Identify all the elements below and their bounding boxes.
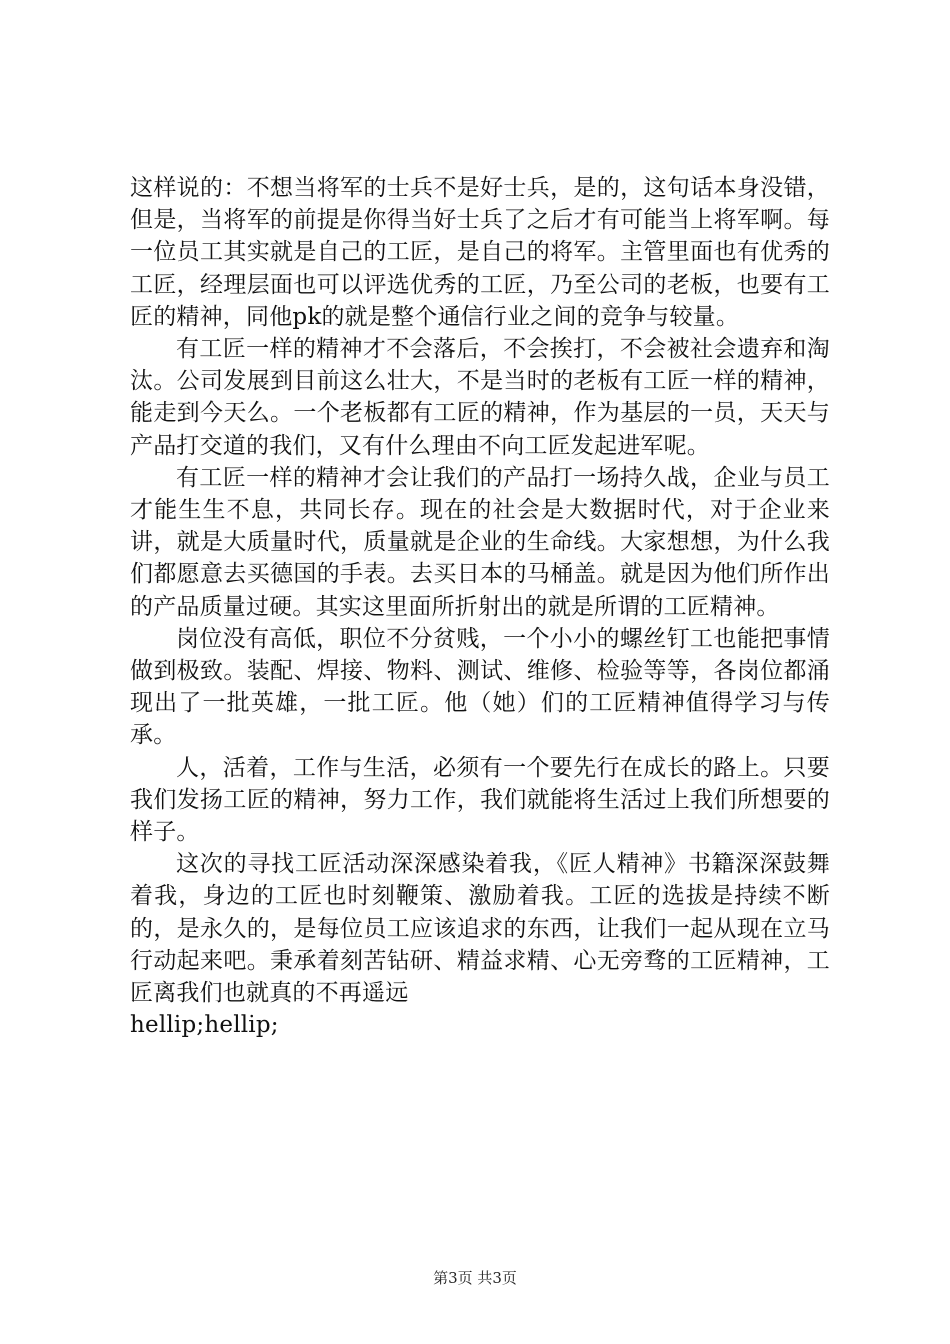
paragraph-4: 岗位没有高低，职位不分贫贱，一个小小的螺丝钉工也能把事情做到极致。装配、焊接、物料、测试、维修、检验等等，各岗位都涌现出了一批英雄，一批工匠。他（她）们的工匠精神值得学习与传承。 [130, 625, 830, 749]
paragraph-tail: hellip;hellip; [130, 1012, 279, 1039]
paragraph-1: 这样说的：不想当将军的士兵不是好士兵，是的，这句话本身没错，但是，当将军的前提是你得当好士兵了之后才有可能当上将军啊。每一位员工其实就是自己的工匠，是自己的将军。主管里面也有优秀的工匠，经理层面也可以评选优秀的工匠，乃至公司的老板，也要有工匠的精神，同他pk的就是整个通信行业之间的竞争与较量。 [130, 175, 830, 330]
page-footer: 第3页 共3页 [433, 1269, 517, 1287]
paragraph-5: 人，活着，工作与生活，必须有一个要先行在成长的路上。只要我们发扬工匠的精神，努力工作，我们就能将生活过上我们所想要的样子。 [130, 754, 830, 846]
paragraph-6: 这次的寻找工匠活动深深感染着我，《匠人精神》书籍深深鼓舞着我，身边的工匠也时刻鞭策、激励着我。工匠的选拔是持续不断的，是永久的，是每位员工应该追求的东西，让我们一起从现在立马行动起来吧。秉承着刻苦钻研、精益求精、心无旁骛的工匠精神，工匠离我们也就真的不再遥远 [130, 851, 830, 1007]
paragraph-3: 有工匠一样的精神才会让我们的产品打一场持久战，企业与员工才能生生不息，共同长存。现在的社会是大数据时代，对于企业来讲，就是大质量时代，质量就是企业的生命线。大家想想，为什么我们都愿意去买德国的手表。去买日本的马桶盖。就是因为他们所作出的产品质量过硬。其实这里面所折射出的就是所谓的工匠精神。 [130, 464, 830, 620]
document-body [130, 172, 830, 1041]
paragraph-2: 有工匠一样的精神才不会落后，不会挨打，不会被社会遗弃和淘汰。公司发展到目前这么壮大，不是当时的老板有工匠一样的精神，能走到今天么。一个老板都有工匠的精神，作为基层的一员，天天与产品打交道的我们，又有什么理由不向工匠发起进军呢。 [130, 336, 830, 459]
